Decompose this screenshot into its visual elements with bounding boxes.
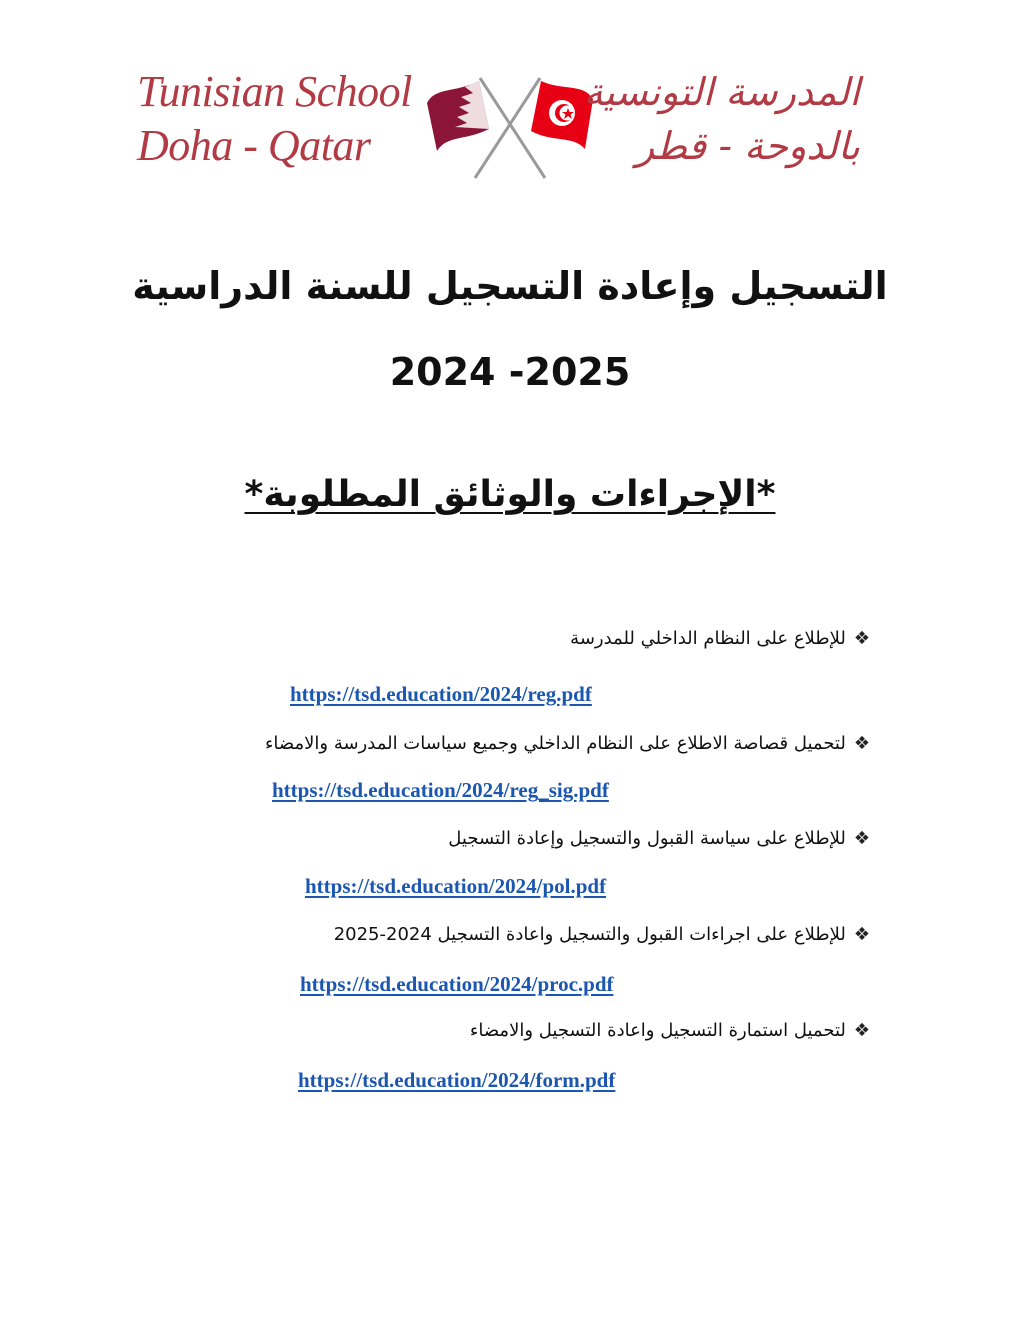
list-item xyxy=(570,628,870,649)
academic-year: 2024 -2025 xyxy=(389,350,631,394)
list-item-text: للإطلاع على النظام الداخلي للمدرسة xyxy=(570,628,846,649)
logo-ar-line2: بالدوحة - قطر xyxy=(635,124,860,168)
logo-arabic xyxy=(584,65,860,173)
section-heading xyxy=(60,474,960,515)
section-heading-text: *الإجراءات والوثائق المطلوبة* xyxy=(244,474,776,515)
list-item xyxy=(265,733,870,754)
diamond-bullet-icon: ❖ xyxy=(853,733,870,754)
proc-pdf-link[interactable]: https://tsd.education/2024/proc.pdf xyxy=(300,972,614,996)
pol-pdf-link[interactable]: https://tsd.education/2024/pol.pdf xyxy=(305,874,607,898)
list-item-text: لتحميل استمارة التسجيل واعادة التسجيل والامضاء xyxy=(469,1020,846,1041)
logo-english xyxy=(137,65,412,173)
school-header xyxy=(0,55,1020,195)
logo-en-line2: Doha - Qatar xyxy=(137,121,371,170)
list-item xyxy=(470,1020,870,1041)
crossed-flags-icon xyxy=(425,73,595,181)
diamond-bullet-icon: ❖ xyxy=(853,1020,870,1041)
diamond-bullet-icon: ❖ xyxy=(853,924,870,945)
diamond-bullet-icon: ❖ xyxy=(853,628,870,649)
logo-en-line1: Tunisian School xyxy=(137,67,412,116)
list-item-text: لتحميل قصاصة الاطلاع على النظام الداخلي وجميع سياسات المدرسة والامضاء xyxy=(264,733,846,754)
diamond-bullet-icon: ❖ xyxy=(853,828,870,849)
list-item xyxy=(334,924,870,945)
list-item xyxy=(448,828,870,849)
logo-ar-line1: المدرسة التونسية xyxy=(583,70,860,114)
form-pdf-link[interactable]: https://tsd.education/2024/form.pdf xyxy=(298,1068,616,1092)
list-item-text: للإطلاع على اجراءات القبول والتسجيل واعادة التسجيل 2024-2025 xyxy=(333,924,846,945)
list-item-text: للإطلاع على سياسة القبول والتسجيل وإعادة التسجيل xyxy=(448,828,846,849)
reg-pdf-link[interactable]: https://tsd.education/2024/reg.pdf xyxy=(290,682,592,706)
page-title: التسجيل وإعادة التسجيل للسنة الدراسية xyxy=(132,264,888,308)
reg-sig-pdf-link[interactable]: https://tsd.education/2024/reg_sig.pdf xyxy=(272,778,609,802)
